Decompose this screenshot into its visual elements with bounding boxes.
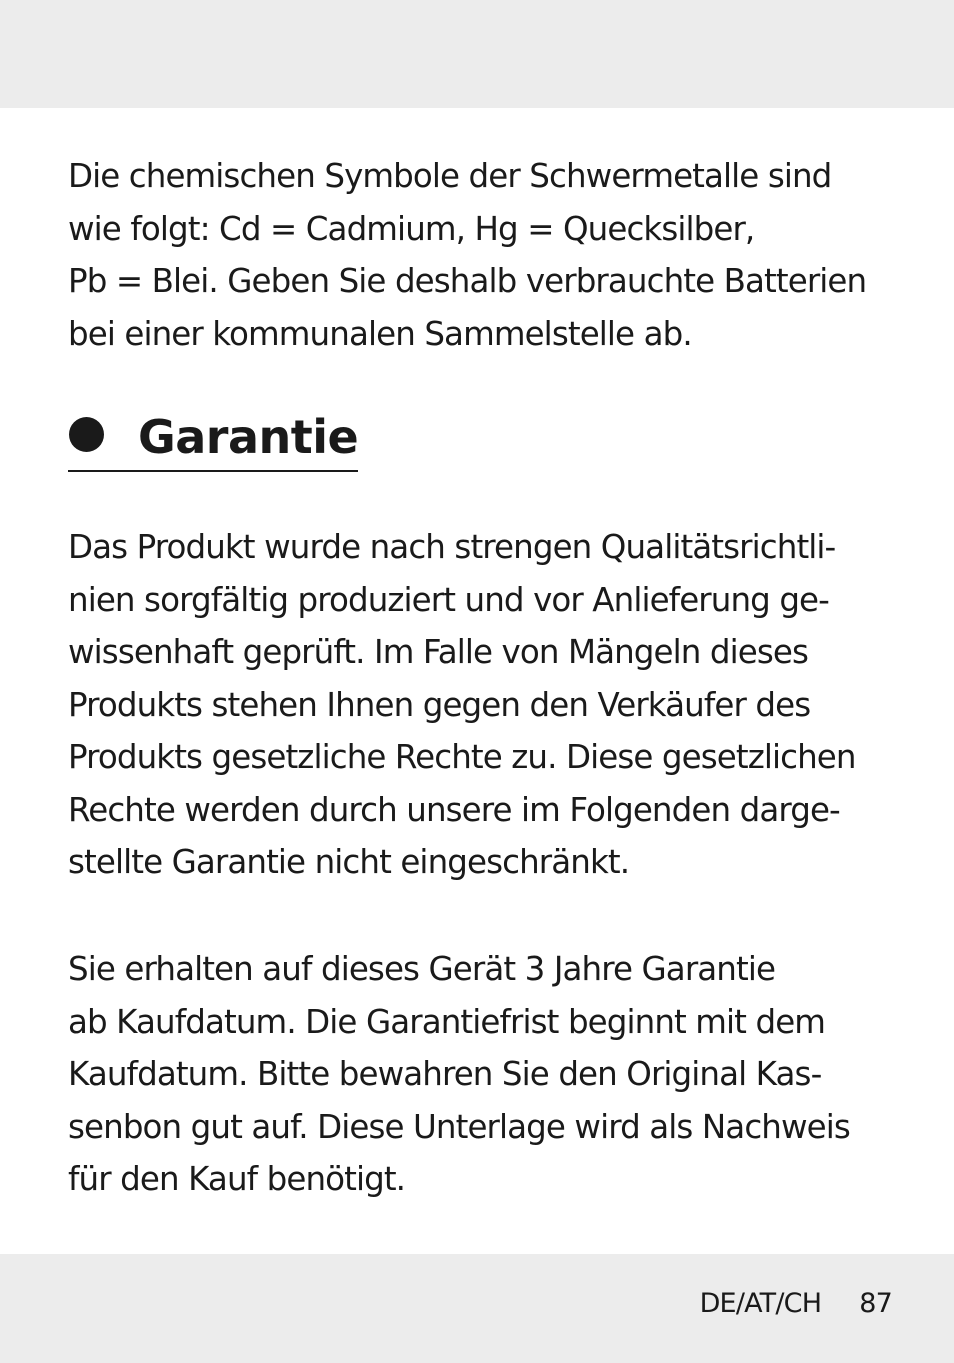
text-line: Kaufdatum. Bitte bewahren Sie den Original Kas- bbox=[68, 1055, 822, 1093]
text-line: Pb = Blei. Geben Sie deshalb verbrauchte Batterien bbox=[68, 262, 867, 300]
paragraph-heavy-metals bbox=[68, 150, 898, 360]
text-line: Das Produkt wurde nach strengen Qualitätsrichtli- bbox=[68, 528, 836, 566]
footer-region: DE/AT/CH bbox=[699, 1288, 822, 1319]
paragraph-quality bbox=[68, 521, 898, 889]
page-number: 87 bbox=[859, 1288, 892, 1319]
text-line: bei einer kommunalen Sammelstelle ab. bbox=[68, 314, 692, 353]
paragraph-warranty-period bbox=[68, 943, 898, 1206]
bullet-icon bbox=[69, 417, 104, 452]
text-line: wie folgt: Cd = Cadmium, Hg = Quecksilber, bbox=[68, 209, 755, 248]
section-title: Garantie bbox=[138, 410, 359, 464]
page-footer bbox=[700, 1282, 892, 1326]
text-line: Sie erhalten auf dieses Gerät 3 Jahre Garantie bbox=[68, 950, 776, 988]
page-header-band bbox=[0, 0, 954, 108]
text-line: für den Kauf benötigt. bbox=[68, 1160, 406, 1198]
text-line: ab Kaufdatum. Die Garantiefrist beginnt mit dem bbox=[68, 1002, 826, 1041]
text-line: nien sorgfältig produziert und vor Anlieferung ge- bbox=[68, 580, 829, 619]
text-line: stellte Garantie nicht eingeschränkt. bbox=[68, 843, 630, 881]
section-heading bbox=[68, 404, 358, 472]
text-line: Produkts stehen Ihnen gegen den Verkäufer des bbox=[68, 685, 811, 724]
text-line: Die chemischen Symbole der Schwermetalle sind bbox=[68, 157, 832, 195]
text-line: wissenhaft geprüft. Im Falle von Mängeln dieses bbox=[68, 633, 809, 671]
text-line: Produkts gesetzliche Rechte zu. Diese gesetzlichen bbox=[68, 738, 856, 776]
text-line: senbon gut auf. Diese Unterlage wird als Nachweis bbox=[68, 1107, 850, 1146]
text-line: Rechte werden durch unsere im Folgenden darge- bbox=[68, 790, 840, 829]
